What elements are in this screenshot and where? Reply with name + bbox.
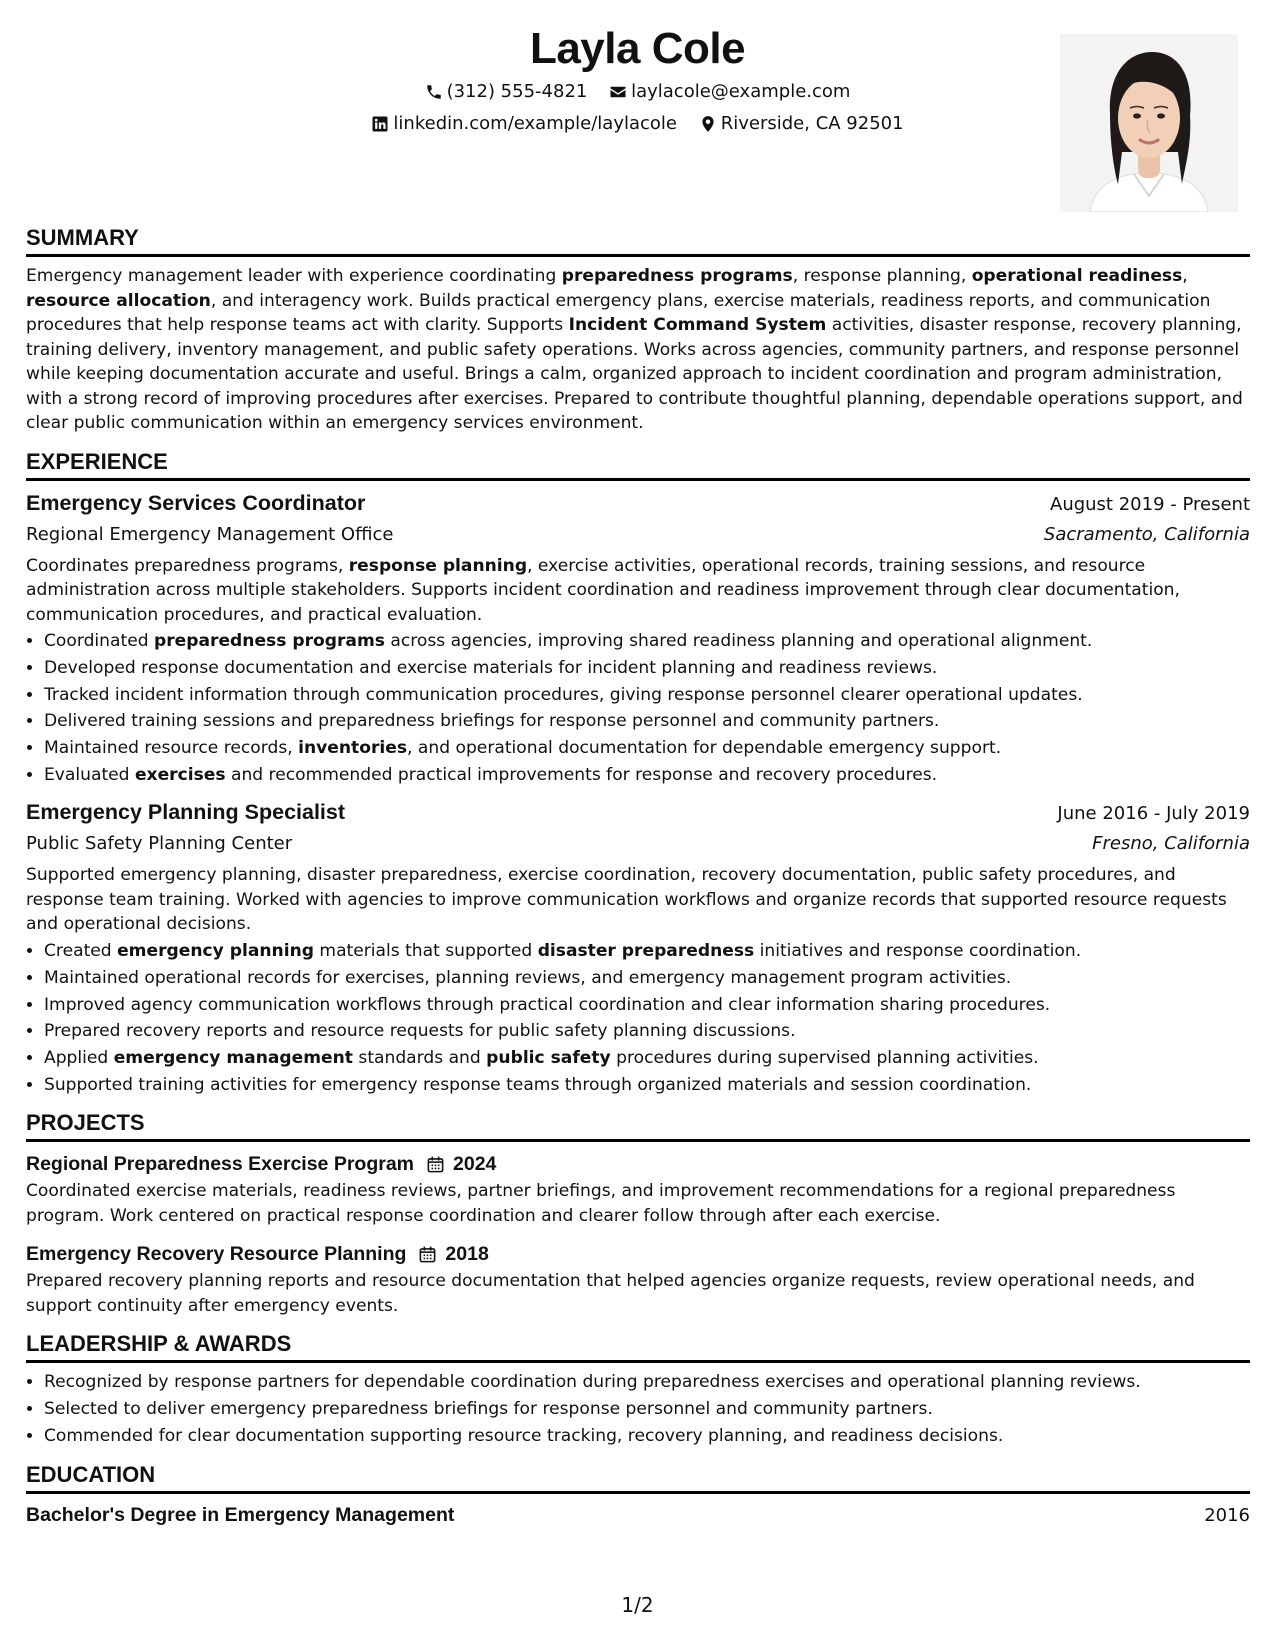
job-bullet: • Maintained operational records for exercises, planning reviews, and emergency management program activities. <box>44 966 1250 991</box>
education-section <box>26 1461 1250 1530</box>
envelope-icon <box>609 83 631 101</box>
job-bullet: • Evaluated exercises and recommended practical improvements for response and recovery procedures. <box>44 763 1250 788</box>
page-number: 1/2 <box>621 1593 654 1617</box>
job-organization: Public Safety Planning Center <box>26 833 293 855</box>
leadership-list <box>26 1370 1250 1448</box>
job-dates: August 2019 - Present <box>1050 493 1250 515</box>
project-entry <box>26 1239 1250 1318</box>
linkedin-icon <box>371 115 393 133</box>
leadership-item: • Selected to deliver emergency preparedness briefings for response personnel and community partners. <box>44 1397 1250 1422</box>
linkedin-contact[interactable] <box>371 112 677 136</box>
linkedin-url[interactable]: linkedin.com/example/laylacole <box>393 113 677 134</box>
section-title-summary: SUMMARY <box>26 224 1250 257</box>
section-title-experience: EXPERIENCE <box>26 448 1250 481</box>
job-title: Emergency Planning Specialist <box>26 800 346 825</box>
project-header-row <box>26 1239 1250 1269</box>
section-title-leadership: LEADERSHIP & AWARDS <box>26 1330 1250 1363</box>
project-title: Regional Preparedness Exercise Program <box>26 1152 415 1175</box>
job-organization: Regional Emergency Management Office <box>26 523 394 545</box>
emphasized-text: response planning <box>348 555 528 576</box>
emphasized-text: disaster preparedness <box>537 940 755 961</box>
project-year: 2024 <box>453 1152 497 1175</box>
job-bullet-list <box>26 629 1250 787</box>
phone-icon <box>425 83 447 101</box>
job-bullet: • Maintained resource records, inventories, and operational documentation for dependable emergency support. <box>44 736 1250 761</box>
phone-number: (312) 555-4821 <box>446 81 588 102</box>
calendar-icon <box>414 1155 453 1174</box>
profile-photo <box>1060 34 1238 212</box>
calendar-icon <box>406 1245 445 1264</box>
project-description: Coordinated exercise materials, readiness reviews, partner briefings, and improvement recommendations for a regional preparedness program. Work centered on practical response coordination and clearer follow through after each exercise. <box>26 1181 1176 1226</box>
job-title: Emergency Services Coordinator <box>26 490 366 515</box>
education-entry <box>26 1501 1250 1530</box>
project-title: Emergency Recovery Resource Planning <box>26 1242 407 1265</box>
job-bullet: • Tracked incident information through communication procedures, giving response personnel clearer operational updates. <box>44 683 1250 708</box>
email-contact[interactable] <box>609 80 850 104</box>
job-bullet: • Prepared recovery reports and resource requests for public safety planning discussions. <box>44 1019 1250 1044</box>
job-location: Fresno, California <box>1092 833 1250 855</box>
email-address[interactable]: laylacole@example.com <box>631 81 851 102</box>
education-year: 2016 <box>1204 1504 1250 1526</box>
job-description: Supported emergency planning, disaster preparedness, exercise coordination, recovery documentation, public safety procedures, and response team training. Worked with agencies to improve communication workflows and organize records that supported resource requests and operational decisions. <box>26 865 1227 935</box>
candidate-name: Layla Cole <box>529 24 746 73</box>
section-title-education: EDUCATION <box>26 1461 1250 1494</box>
job-header-row <box>26 797 1250 829</box>
leadership-section <box>26 1330 1250 1448</box>
summary-text: Emergency management leader with experience coordinating preparedness programs, response planning, operational readiness, resource allocation, and interagency work. Builds practical emergency plans, exercise materials, readiness reports, and communication procedures that help response teams act with clarity. Supports Incident Command System activities, disaster response, recovery planning, training delivery, inventory management, and public safety operations. Works across agencies, community partners, and response personnel while keeping documentation accurate and useful. Brings a calm, organized approach to incident coordination and program administration, with a strong record of improving procedures after exercises. Prepared to contribute thoughtful planning, dependable operations support, and clear public communication within an emergency services environment. <box>26 266 1243 433</box>
experience-section <box>26 448 1250 1098</box>
education-degree: Bachelor's Degree in Emergency Management <box>26 1503 455 1526</box>
resume-body <box>26 224 1250 1542</box>
leadership-item: • Recognized by response partners for dependable coordination during preparedness exercises and operational planning reviews. <box>44 1370 1250 1395</box>
job-dates: June 2016 - July 2019 <box>1057 803 1250 825</box>
job-bullet: • Supported training activities for emergency response teams through organized materials and session coordination. <box>44 1073 1250 1098</box>
map-pin-icon <box>699 115 721 133</box>
job-bullet: • Coordinated preparedness programs across agencies, improving shared readiness planning and operational alignment. <box>44 629 1250 654</box>
emphasized-text: resource allocation <box>26 290 211 311</box>
emphasized-text: inventories <box>298 738 408 759</box>
resume-header <box>0 0 1275 200</box>
section-title-projects: PROJECTS <box>26 1109 1250 1142</box>
job-header-row <box>26 488 1250 520</box>
summary-section <box>26 224 1250 436</box>
job-bullet-list <box>26 939 1250 1097</box>
job-bullet: • Delivered training sessions and preparedness briefings for response personnel and community partners. <box>44 709 1250 734</box>
job-bullet: • Developed response documentation and exercise materials for incident planning and readiness reviews. <box>44 656 1250 681</box>
leadership-item: • Commended for clear documentation supporting resource tracking, recovery planning, and readiness decisions. <box>44 1424 1250 1449</box>
location-text: Riverside, CA 92501 <box>720 113 904 134</box>
job-org-row <box>26 520 1250 550</box>
job-entry <box>26 797 1250 1097</box>
emphasized-text: exercises <box>134 764 226 785</box>
emphasized-text: emergency management <box>113 1048 353 1069</box>
project-header-row <box>26 1149 1250 1179</box>
project-description: Prepared recovery planning reports and resource documentation that helped agencies organize requests, review operational needs, and support continuity after emergency events. <box>26 1271 1195 1316</box>
phone-contact <box>425 80 588 104</box>
location-contact <box>699 112 904 136</box>
job-org-row <box>26 829 1250 859</box>
job-bullet: • Created emergency planning materials that supported disaster preparedness initiatives and response coordination. <box>44 939 1250 964</box>
projects-section <box>26 1109 1250 1318</box>
emphasized-text: emergency planning <box>117 940 314 961</box>
job-bullet: • Improved agency communication workflows through practical coordination and clear information sharing procedures. <box>44 993 1250 1018</box>
job-entry <box>26 488 1250 788</box>
emphasized-text: preparedness programs <box>561 266 793 286</box>
emphasized-text: preparedness programs <box>154 631 385 651</box>
project-entry <box>26 1149 1250 1228</box>
project-year: 2018 <box>445 1242 489 1265</box>
emphasized-text: public safety <box>486 1048 611 1069</box>
emphasized-text: Incident Command System <box>568 315 827 335</box>
emphasized-text: operational readiness <box>971 266 1183 286</box>
job-location: Sacramento, California <box>1043 523 1250 545</box>
job-bullet: • Applied emergency management standards and public safety procedures during supervised planning activities. <box>44 1046 1250 1071</box>
job-description: Coordinates preparedness programs, response planning, exercise activities, operational records, training sessions, and resource administration across multiple stakeholders. Supports incident coordination and readiness improvement through clear documentation, communication procedures, and practical evaluation. <box>26 555 1180 625</box>
